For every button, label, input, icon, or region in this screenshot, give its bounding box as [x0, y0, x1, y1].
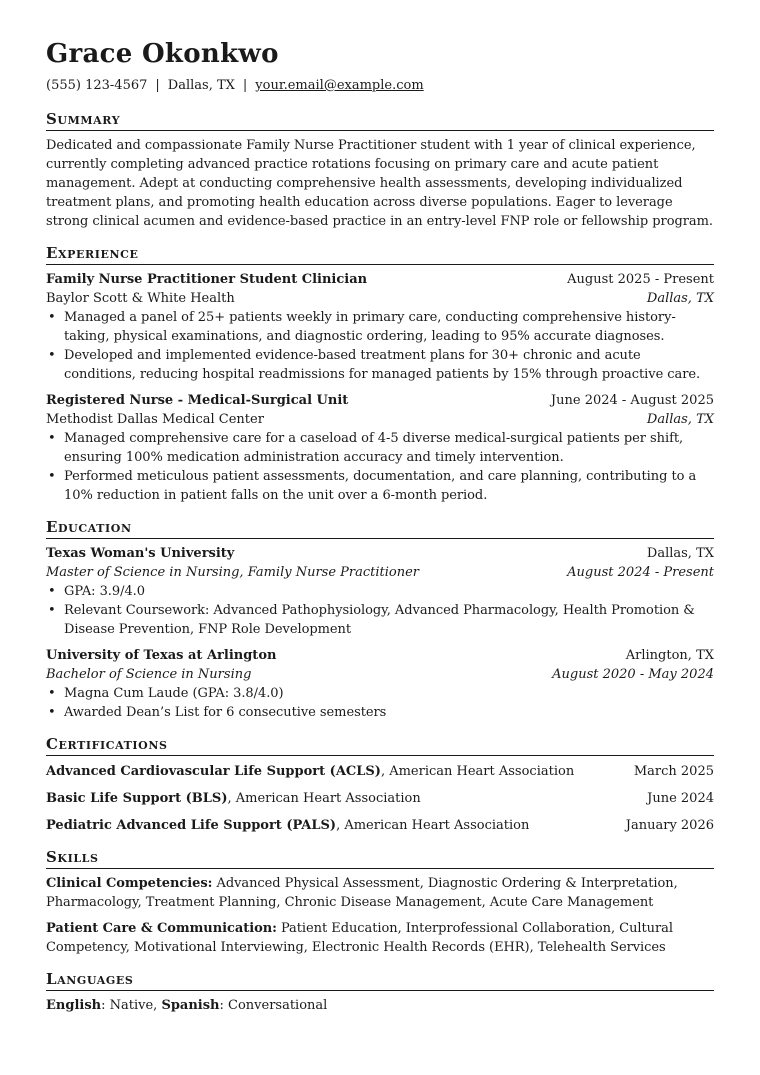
list-item	[48, 429, 714, 467]
bullet-icon: •	[48, 705, 56, 720]
school-location: Arlington, TX	[625, 648, 714, 663]
certification-name: Basic Life Support (BLS)	[46, 791, 228, 806]
language-name: Spanish	[161, 998, 220, 1013]
bullet-text: Relevant Coursework: Advanced Pathophysiology, Advanced Pharmacology, Health Promotion & Disease Prevention, FNP Role Development	[64, 603, 695, 637]
list-item	[48, 308, 714, 346]
job-title: Family Nurse Practitioner Student Clinician	[46, 272, 368, 287]
contact-separator: |	[155, 78, 160, 93]
section-heading-experience: Experience	[46, 243, 714, 265]
experience-entry	[46, 391, 714, 505]
bullet-text: GPA: 3.9/4.0	[64, 584, 145, 599]
skill-text: Patient Education, Interprofessional Collaboration, Cultural Competency, Motivational Interviewing, Electronic Health Records (EHR), Telehealth Services	[46, 921, 673, 955]
summary-text: Dedicated and compassionate Family Nurse Practitioner student with 1 year of clinical experience, currently completing advanced practice rotations focusing on primary care and acute patient management. Adept at conducting comprehensive health assessments, developing individualized treatment plans, and promoting health education across diverse populations. Eager to leverage strong clinical acumen and evidence-based practice in an entry-level FNP role or fellowship program.	[46, 138, 713, 229]
email-link[interactable]: your.email@example.com	[255, 78, 424, 93]
contact-line	[46, 77, 714, 95]
list-item	[48, 703, 714, 722]
certification-issuer: , American Heart Association	[227, 791, 421, 806]
employer: Methodist Dallas Medical Center	[46, 412, 264, 427]
section-heading-education: Education	[46, 517, 714, 539]
bullet-text: Managed a panel of 25+ patients weekly in primary care, conducting comprehensive history-taking, physical examinations, and diagnostic ordering, leading to 95% accurate diagnoses.	[64, 310, 676, 344]
list-item	[48, 601, 714, 639]
job-dates: June 2024 - August 2025	[550, 393, 714, 408]
list-item	[48, 467, 714, 505]
contact-separator: |	[242, 78, 248, 93]
certification-name: Pediatric Advanced Life Support (PALS)	[46, 818, 337, 833]
job-location: Dallas, TX	[646, 291, 714, 306]
certification-row	[46, 789, 714, 808]
bullet-icon: •	[48, 348, 56, 363]
bullet-text: Magna Cum Laude (GPA: 3.8/4.0)	[64, 686, 284, 701]
bullet-text: Performed meticulous patient assessments, documentation, and care planning, contributing to a 10% reduction in patient falls on the unit over a 6-month period.	[64, 469, 697, 503]
certification-date: June 2024	[647, 791, 714, 806]
certification-issuer: , American Heart Association	[380, 764, 575, 779]
phone-number: (555) 123-4567	[46, 78, 148, 93]
skill-group	[46, 919, 714, 957]
school-name: University of Texas at Arlington	[46, 648, 277, 663]
bullet-icon: •	[48, 686, 56, 701]
bullet-text: Managed comprehensive care for a caseload of 4-5 diverse medical-surgical patients per shift, ensuring 100% medication administration accuracy and timely intervention.	[64, 431, 684, 465]
language-level: : Conversational	[219, 998, 328, 1013]
section-heading-certifications: Certifications	[46, 734, 714, 756]
bullet-icon: •	[48, 584, 56, 599]
list-item	[48, 684, 714, 703]
location: Dallas, TX	[167, 78, 235, 93]
certification-date: March 2025	[633, 764, 714, 779]
school-name: Texas Woman's University	[46, 546, 235, 561]
job-bullets	[46, 308, 714, 384]
certification-row	[46, 816, 714, 835]
candidate-name: Grace Okonkwo	[46, 39, 279, 69]
job-bullets	[46, 429, 714, 505]
job-dates: August 2025 - Present	[567, 272, 714, 287]
bullet-icon: •	[48, 603, 56, 618]
bullet-text: Awarded Dean’s List for 6 consecutive semesters	[64, 705, 387, 720]
certification-row	[46, 762, 714, 781]
bullet-icon: •	[48, 431, 56, 446]
section-heading-skills: Skills	[46, 847, 714, 869]
education-dates: August 2020 - May 2024	[552, 667, 714, 682]
list-item	[48, 346, 714, 384]
education-bullets	[46, 684, 714, 722]
employer: Baylor Scott & White Health	[46, 291, 235, 306]
degree: Master of Science in Nursing, Family Nurse Practitioner	[46, 565, 420, 580]
skill-label: Patient Care & Communication:	[46, 921, 277, 936]
language-name: English	[46, 998, 102, 1013]
bullet-icon: •	[48, 469, 56, 484]
certification-name: Advanced Cardiovascular Life Support (ACLS)	[46, 764, 381, 779]
section-heading-summary: Summary	[46, 109, 714, 131]
section-heading-languages: Languages	[46, 969, 714, 991]
job-title: Registered Nurse - Medical-Surgical Unit	[46, 393, 349, 408]
certification-date: January 2026	[625, 818, 714, 833]
job-location: Dallas, TX	[646, 412, 714, 427]
bullet-text: Developed and implemented evidence-based treatment plans for 30+ chronic and acute conditions, reducing hospital readmissions for managed patients by 15% through proactive care.	[64, 348, 701, 382]
bullet-icon: •	[48, 310, 56, 325]
certification-issuer: , American Heart Association	[336, 818, 530, 833]
skill-group	[46, 874, 714, 912]
degree: Bachelor of Science in Nursing	[46, 667, 252, 682]
experience-entry	[46, 270, 714, 384]
education-entry	[46, 544, 714, 639]
skill-label: Clinical Competencies:	[46, 876, 213, 891]
list-item	[48, 582, 714, 601]
languages-line	[46, 996, 714, 1015]
resume-page	[46, 38, 714, 1015]
education-entry	[46, 646, 714, 722]
education-bullets	[46, 582, 714, 639]
school-location: Dallas, TX	[646, 546, 714, 561]
language-level: : Native,	[101, 998, 162, 1013]
education-dates: August 2024 - Present	[567, 565, 714, 580]
skill-text: Advanced Physical Assessment, Diagnostic Ordering & Interpretation, Pharmacology, Treatment Planning, Chronic Disease Management, Acute Care Management	[46, 876, 678, 910]
